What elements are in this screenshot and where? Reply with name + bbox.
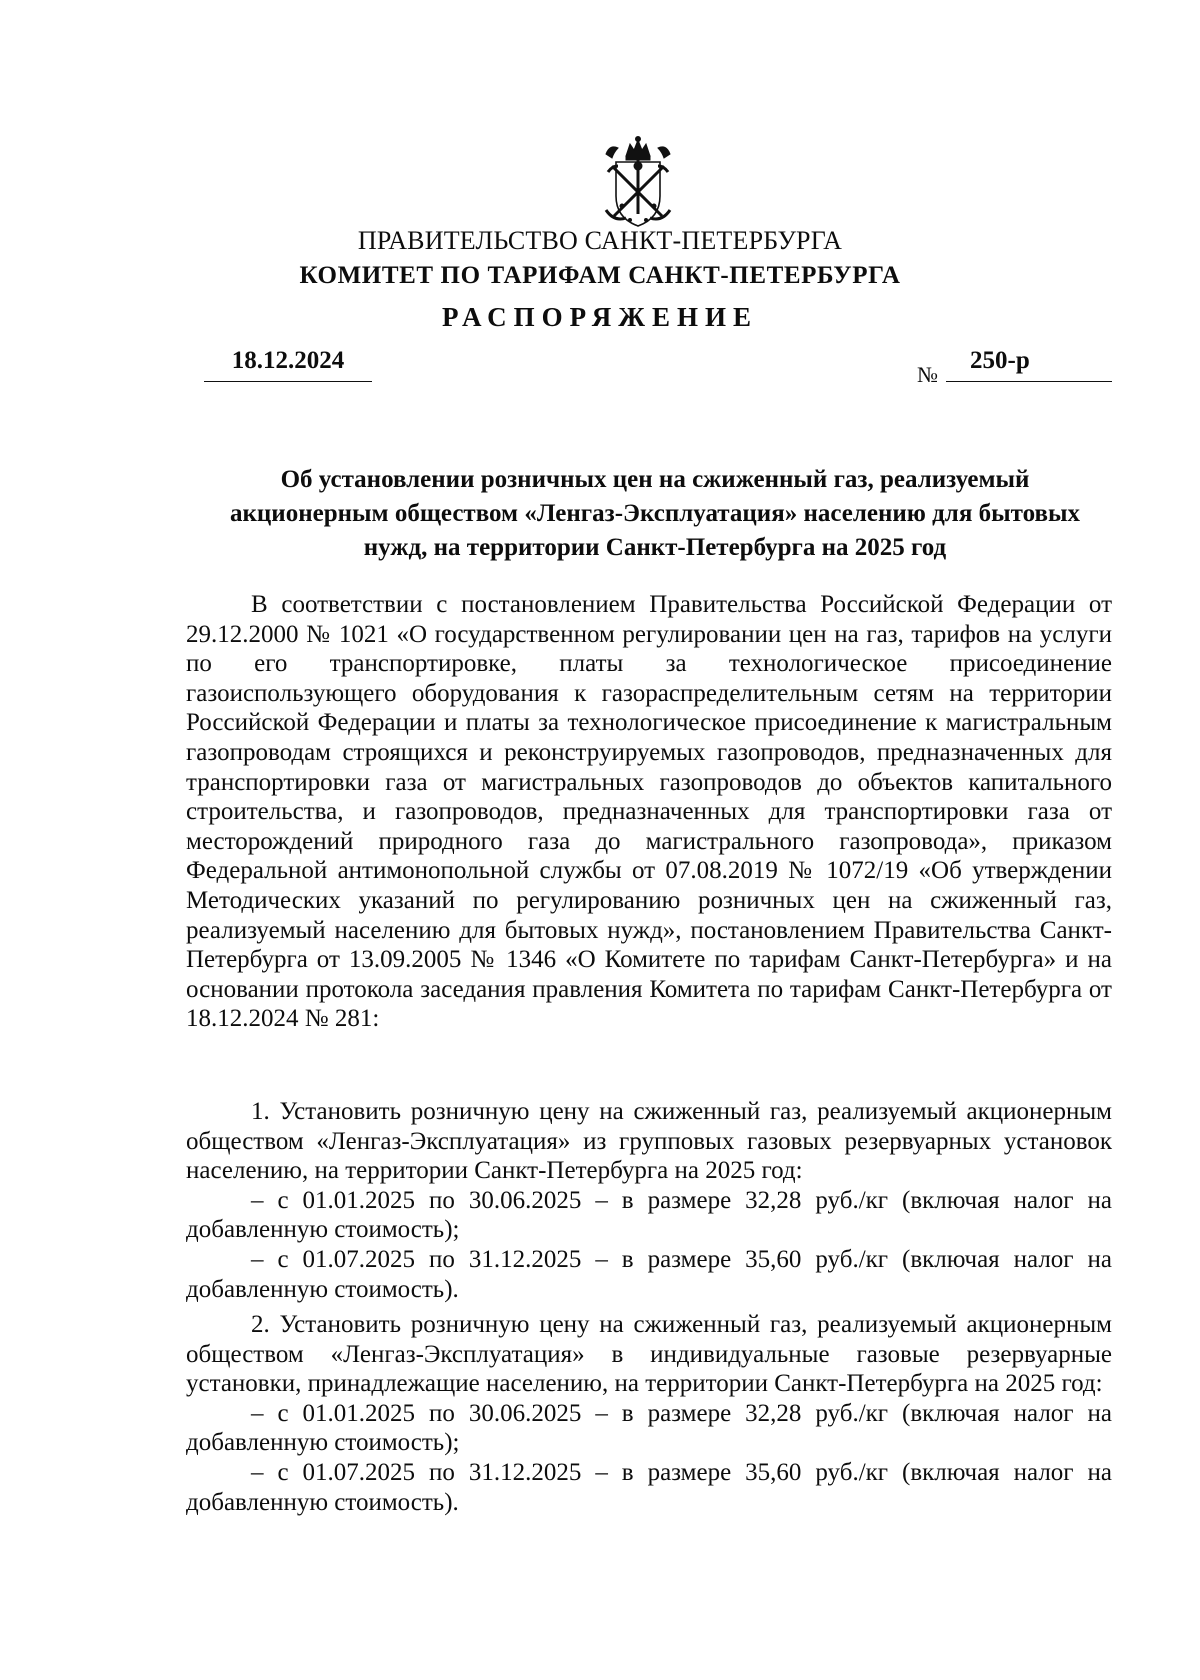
number-label: № bbox=[917, 362, 938, 387]
document-title: Об установлении розничных цен на сжиженный газ, реализуемый акционерным обществом «Ленгаз-Эксплуатация» населению для бытовых нужд, на территории Санкт-Петербурга на 2025 год bbox=[230, 466, 1080, 561]
saint-petersburg-coat-of-arms-icon bbox=[596, 136, 680, 228]
clause-2-text: 2. Установить розничную цену на сжиженный газ, реализуемый акционерным обществом «Ленгаз-Эксплуатация» в индивидуальные газовые резервуарные установки, принадлежащие населению, на территории Санкт-Петербурга на 2025 год: bbox=[186, 1311, 1112, 1398]
clause-2-period-2: – с 01.07.2025 по 31.12.2025 – в размере 35,60 руб./кг (включая налог на добавленную стоимость). bbox=[186, 1458, 1112, 1516]
document-date: 18.12.2024 bbox=[231, 347, 345, 374]
number-underline bbox=[946, 381, 1112, 382]
date-underline bbox=[204, 381, 372, 382]
clause-2-period-1: – с 01.01.2025 по 30.06.2025 – в размере 32,28 руб./кг (включая налог на добавленную стоимость); bbox=[186, 1399, 1112, 1457]
government-name: ПРАВИТЕЛЬСТВО САНКТ-ПЕТЕРБУРГА bbox=[357, 226, 843, 255]
clause-1-text: 1. Установить розничную цену на сжиженный газ, реализуемый акционерным обществом «Ленгаз-Эксплуатация» из групповых газовых резервуарных установок населению, на территории Санкт-Петербурга на 2025 год: bbox=[186, 1098, 1112, 1185]
committee-name: КОМИТЕТ ПО ТАРИФАМ САНКТ-ПЕТЕРБУРГА bbox=[299, 262, 901, 289]
document-number: 250-р bbox=[970, 347, 1030, 374]
clause-2 bbox=[186, 1310, 1112, 1517]
clause-1-period-2: – с 01.07.2025 по 31.12.2025 – в размере 35,60 руб./кг (включая налог на добавленную стоимость). bbox=[186, 1245, 1112, 1303]
preamble-paragraph: В соответствии с постановлением Правительства Российской Федерации от 29.12.2000 № 1021 «О государственном регулировании цен на газ, тарифов на услуги по его транспортировке, платы за технологическое присоединение газоиспользующего оборудования к газораспределительным сетям на территории Российской Федерации и платы за технологическое присоединение к магистральным газопроводам строящихся и реконструируемых газопроводов, предназначенных для транспортировки газа от магистральных газопроводов до объектов капитального строительства, и газопроводов, предназначенных для транспортировки газа от месторождений природного газа до магистрального газопровода», приказом Федеральной антимонопольной службы от 07.08.2019 № 1072/19 «Об утверждении Методических указаний по регулированию розничных цен на сжиженный газ, реализуемый населению для бытовых нужд», постановлением Правительства Санкт-Петербурга от 13.09.2005 № 1346 «О Комитете по тарифам Санкт-Петербурга» и на основании протокола заседания правления Комитета по тарифам Санкт-Петербурга от 18.12.2024 № 281: bbox=[186, 591, 1112, 1033]
clause-1 bbox=[186, 1097, 1112, 1304]
document-type: РАСПОРЯЖЕНИЕ bbox=[441, 302, 759, 332]
clause-1-period-1: – с 01.01.2025 по 30.06.2025 – в размере 32,28 руб./кг (включая налог на добавленную стоимость); bbox=[186, 1186, 1112, 1244]
